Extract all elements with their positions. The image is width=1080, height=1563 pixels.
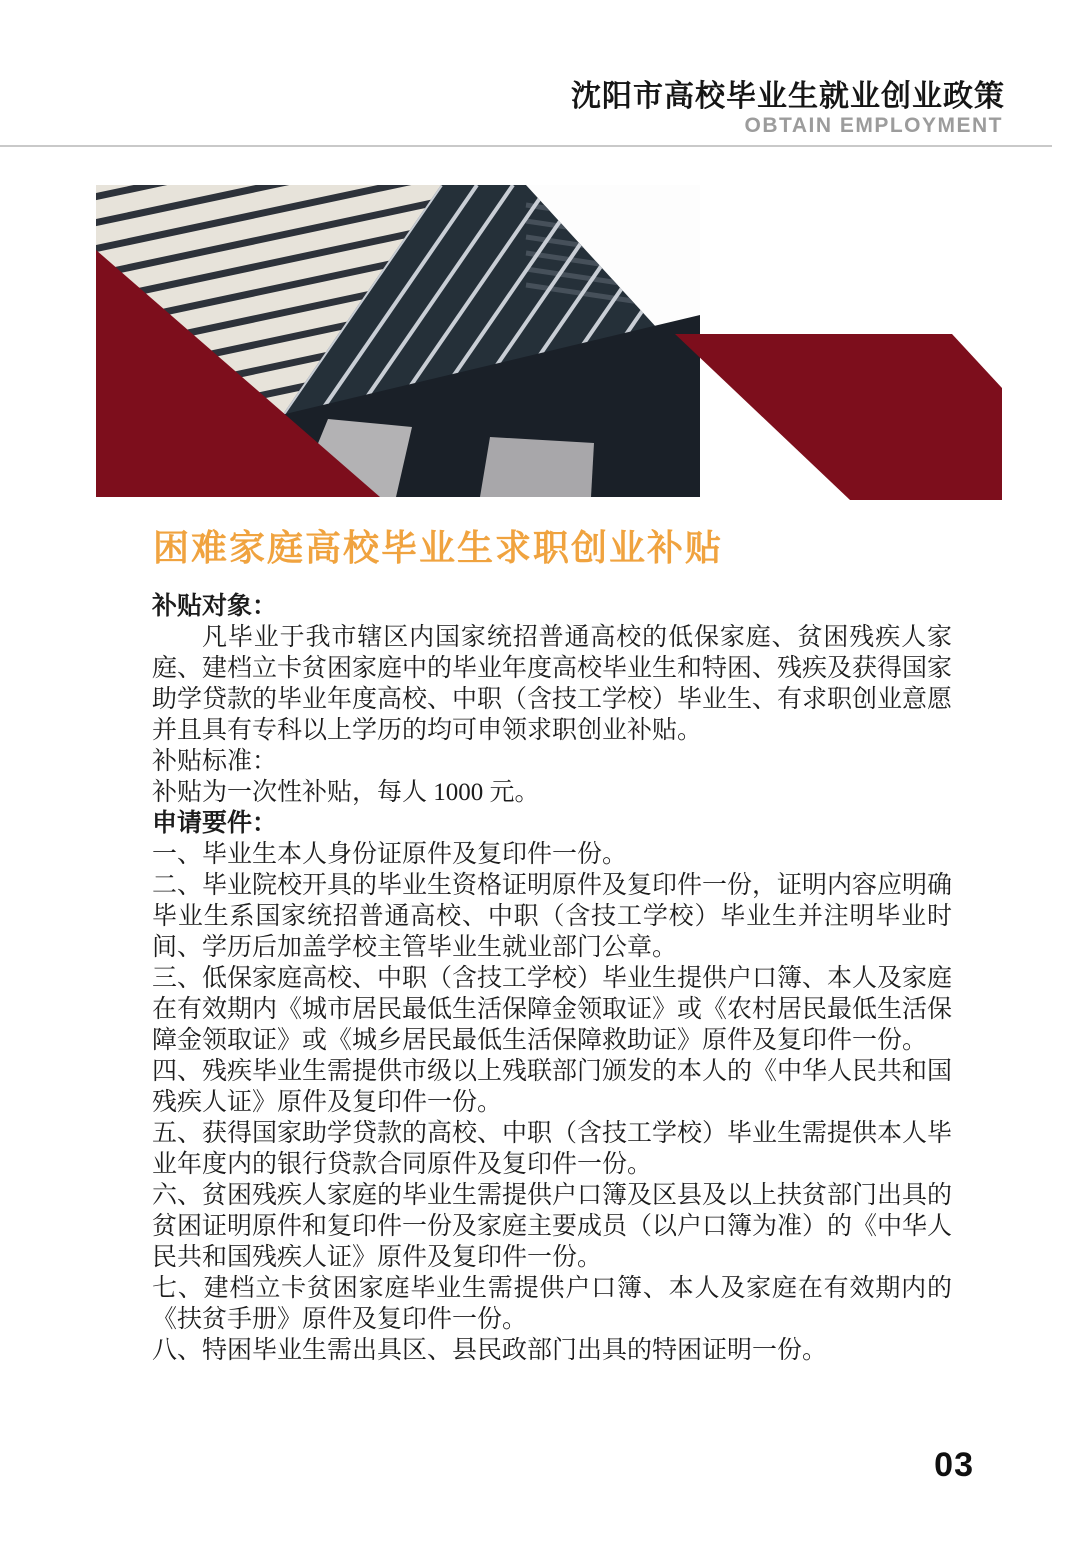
- requirement-item-8: 八、特困毕业生需出具区、县民政部门出具的特困证明一份。: [152, 1337, 828, 1364]
- page-header-subtitle: OBTAIN EMPLOYMENT: [744, 114, 1003, 137]
- label-application-requirements: 申请要件：: [152, 810, 278, 837]
- para-subsidy-standard: 补贴为一次性补贴，每人 1000 元。: [152, 779, 540, 806]
- hero-graphic: [96, 185, 1002, 500]
- requirement-item-1: 一、毕业生本人身份证原件及复印件一份。: [152, 841, 628, 868]
- label-subsidy-target: 补贴对象：: [152, 593, 278, 620]
- building-pillar-right: [480, 437, 594, 497]
- article-heading: 困难家庭高校毕业生求职创业补贴: [153, 527, 724, 568]
- requirement-item-6: 六、贫困残疾人家庭的毕业生需提供户口簿及区县及以上扶贫部门出具的贫困证明原件和复印件一份及家庭主要成员（以户口簿为准）的《中华人民共和国残疾人证》原件及复印件一份。: [152, 1182, 953, 1271]
- para-subsidy-target: 凡毕业于我市辖区内国家统招普通高校的低保家庭、贫困残疾人家庭、建档立卡贫困家庭中的毕业年度高校毕业生和特困、残疾及获得国家助学贷款的毕业年度高校、中职（含技工学校）毕业生、有求职创业意愿并且具有专科以上学历的均可申领求职创业补贴。: [152, 624, 953, 744]
- label-subsidy-standard: 补贴标准：: [152, 748, 278, 775]
- requirement-item-4: 四、残疾毕业生需提供市级以上残联部门颁发的本人的《中华人民共和国残疾人证》原件及复印件一份。: [152, 1058, 953, 1116]
- requirement-item-3: 三、低保家庭高校、中职（含技工学校）毕业生提供户口簿、本人及家庭在有效期内《城市居民最低生活保障金领取证》或《农村居民最低生活保障金领取证》或《城乡居民最低生活保障救助证》原件及复印件一份。: [152, 965, 953, 1054]
- page-number: 03: [934, 1446, 974, 1484]
- requirement-item-5: 五、获得国家助学贷款的高校、中职（含技工学校）毕业生需提供本人毕业年度内的银行贷款合同原件及复印件一份。: [152, 1120, 953, 1178]
- page-header-title: 沈阳市高校毕业生就业创业政策: [571, 80, 1005, 113]
- requirement-item-2: 二、毕业院校开具的毕业生资格证明原件及复印件一份，证明内容应明确毕业生系国家统招普通高校、中职（含技工学校）毕业生并注明毕业时间、学历后加盖学校主管毕业生就业部门公章。: [152, 872, 953, 961]
- accent-parallelogram-right: [675, 334, 1002, 500]
- article-body: [152, 591, 952, 1366]
- header-divider: [0, 145, 1052, 147]
- requirement-item-7: 七、建档立卡贫困家庭毕业生需提供户口簿、本人及家庭在有效期内的《扶贫手册》原件及复印件一份。: [152, 1275, 952, 1333]
